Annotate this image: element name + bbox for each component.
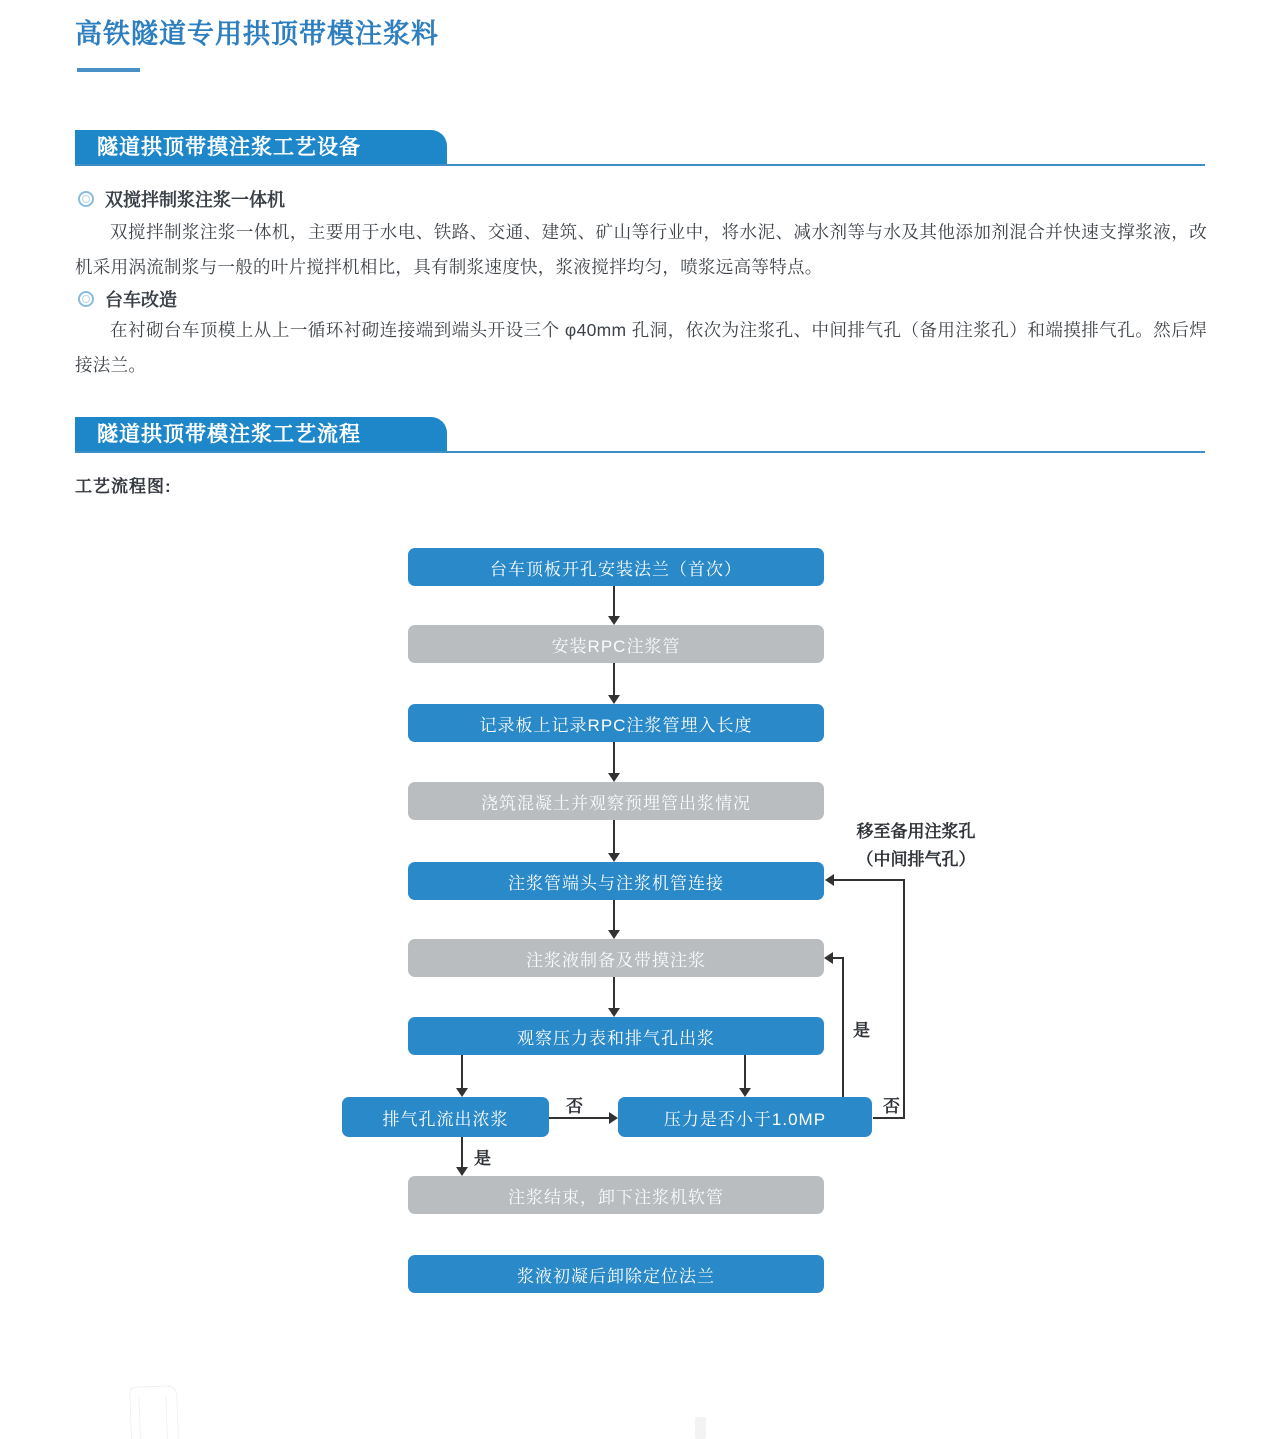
section-rule xyxy=(75,164,1205,166)
paragraph-trolley: 在衬砌台车顶模上从上一循环衬砌连接端到端头开设三个 φ40mm 孔洞，依次为注浆孔、中间排气孔（备用注浆孔）和端摸排气孔。然后焊接法兰。 xyxy=(75,320,1207,375)
flow-node-grout-end: 注浆结束，卸下注浆机软管 xyxy=(408,1176,824,1214)
arrow-down-icon xyxy=(608,695,620,704)
title-underline xyxy=(77,68,140,72)
flow-node-install-rpc-pipe: 安装RPC注浆管 xyxy=(408,625,824,663)
bullet-label: 台车改造 xyxy=(105,290,177,310)
loop-annotation-line2: （中间排气孔） xyxy=(856,850,976,869)
loop-no-bottom-line xyxy=(873,1117,905,1119)
flow-node-connect-pipe: 注浆管端头与注浆机管连接 xyxy=(408,862,824,900)
paragraph-mixer: 双搅拌制浆注浆一体机，主要用于水电、铁路、交通、建筑、矿山等行业中，将水泥、减水剂等与水及其他添加剂混合并快速支撑浆液，改机采用涡流制浆与一般的叶片搅拌机相比，具有制浆速度快，浆液搅拌均匀，喷浆远高等特点。 xyxy=(75,222,1207,277)
arrow-down-icon xyxy=(608,930,620,939)
flow-node-vent-thick-grout: 排气孔流出浓浆 xyxy=(342,1097,549,1137)
loop-annotation xyxy=(836,818,996,874)
flow-node-pour-concrete: 浇筑混凝土并观察预埋管出浆情况 xyxy=(408,782,824,820)
arrow-down-line xyxy=(613,977,615,1008)
bullet-label: 双搅拌制浆注浆一体机 xyxy=(105,190,285,210)
arrow-down-line xyxy=(613,900,615,930)
flow-diagram-label: 工艺流程图: xyxy=(75,477,172,496)
arrow-down-line xyxy=(613,586,615,616)
edge-label-vent-no: 否 xyxy=(566,1097,583,1116)
arrow-down-icon xyxy=(608,853,620,862)
arrow-down-icon xyxy=(608,616,620,625)
loop-yes-vertical-line xyxy=(842,958,844,1097)
arrow-down-icon xyxy=(739,1088,751,1097)
page-title: 高铁隧道专用拱顶带模注浆料 xyxy=(75,19,439,49)
arrow-left-icon xyxy=(825,874,834,886)
arrow-down-line xyxy=(613,820,615,853)
arrow-down-icon xyxy=(608,1008,620,1017)
edge-label-vent-yes: 是 xyxy=(474,1149,491,1168)
ring-bullet-icon xyxy=(78,191,94,207)
arrow-right-line xyxy=(549,1117,609,1119)
loop-no-vertical-line xyxy=(903,879,905,1119)
flow-node-observe-gauge: 观察压力表和排气孔出浆 xyxy=(408,1017,824,1055)
arrow-down-line xyxy=(744,1055,746,1088)
bullet-item-mixer xyxy=(78,186,1178,212)
arrow-down-line xyxy=(613,663,615,695)
arrow-down-icon xyxy=(456,1088,468,1097)
section-rule xyxy=(75,451,1205,453)
arrow-down-line xyxy=(461,1055,463,1088)
watermark-tower-sketch xyxy=(129,1385,179,1439)
flow-node-record-length: 记录板上记录RPC注浆管埋入长度 xyxy=(408,704,824,742)
arrow-down-line xyxy=(461,1137,463,1167)
edge-label-pressure-no: 否 xyxy=(883,1097,900,1116)
flow-node-remove-flange: 浆液初凝后卸除定位法兰 xyxy=(408,1255,824,1293)
flow-node-pressure-check: 压力是否小于1.0MP xyxy=(618,1097,872,1137)
arrow-down-line xyxy=(613,742,615,773)
arrow-down-icon xyxy=(608,773,620,782)
arrow-left-icon xyxy=(824,952,833,964)
section-banner-equipment: 隧道拱顶带摸注浆工艺设备 xyxy=(75,130,447,166)
flow-node-install-flange: 台车顶板开孔安装法兰（首次） xyxy=(408,548,824,586)
bullet-item-trolley xyxy=(78,286,1178,312)
edge-label-pressure-yes: 是 xyxy=(853,1021,870,1040)
arrow-right-icon xyxy=(609,1112,618,1124)
loop-yes-horizontal-line xyxy=(833,957,844,959)
loop-no-top-line xyxy=(834,879,905,881)
watermark-bar xyxy=(695,1417,706,1439)
ring-bullet-icon xyxy=(78,291,94,307)
flow-node-prepare-grout: 注浆液制备及带摸注浆 xyxy=(408,939,824,977)
loop-annotation-line1: 移至备用注浆孔 xyxy=(856,822,976,841)
arrow-down-icon xyxy=(456,1167,468,1176)
section-banner-process: 隧道拱顶带模注浆工艺流程 xyxy=(75,417,447,453)
